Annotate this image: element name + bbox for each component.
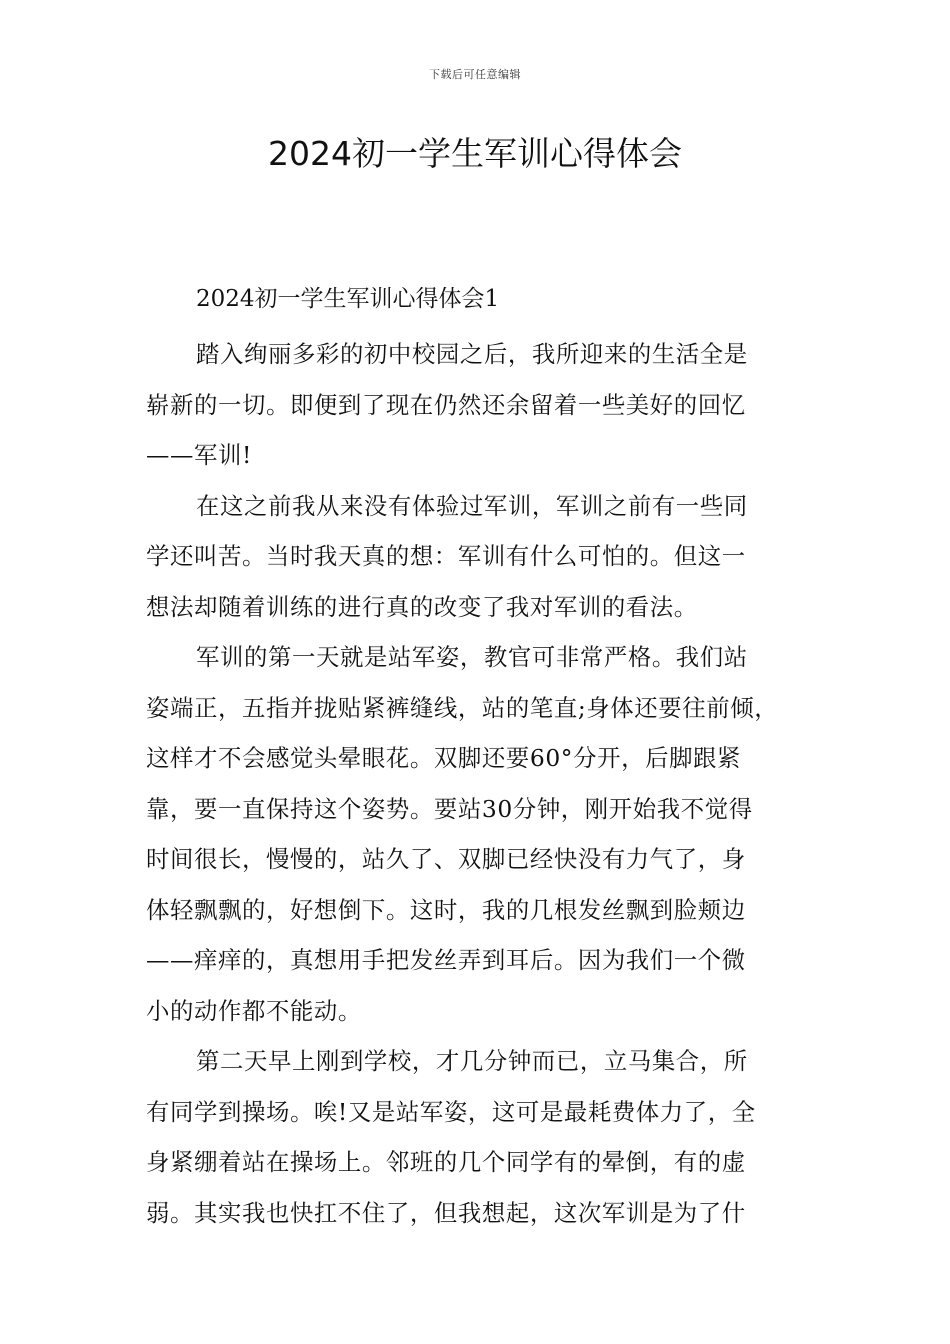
paragraph-line: 军训的第一天就是站军姿，教官可非常严格。我们站: [196, 643, 748, 671]
paragraph-line: 在这之前我从来没有体验过军训，军训之前有一些同: [196, 491, 748, 520]
paragraph-line: 小的动作都不能动。: [146, 996, 362, 1025]
paragraph-line: 时间很长，慢慢的，站久了、双脚已经快没有力气了，身: [146, 845, 746, 873]
paragraph-line: 有同学到操场。唉!又是站军姿，这可是最耗费体力了，全: [146, 1097, 756, 1126]
document-title: 2024初一学生军训心得体会: [268, 134, 682, 173]
paragraph-line: 踏入绚丽多彩的初中校园之后，我所迎来的生活全是: [196, 340, 748, 368]
header-note: 下载后可任意编辑: [429, 68, 521, 81]
paragraph-4: [146, 1036, 822, 1238]
paragraph-line: 第二天早上刚到学校，才几分钟而已，立马集合，所: [196, 1047, 748, 1075]
paragraph-3: [146, 632, 822, 1036]
paragraph-line: 弱。其实我也快扛不住了，但我想起，这次军训是为了什: [146, 1198, 746, 1227]
paragraph-line: ——军训!: [146, 441, 252, 469]
paragraph-line: 这样才不会感觉头晕眼花。双脚还要60°分开，后脚跟紧: [146, 744, 742, 772]
paragraph-2: [146, 481, 822, 633]
paragraph-line: 体轻飘飘的，好想倒下。这时，我的几根发丝飘到脸颊边: [146, 895, 746, 924]
section-heading: 2024初一学生军训心得体会1: [196, 286, 500, 312]
paragraph-line: 姿端正，五指并拢贴紧裤缝线，站的笔直;身体还要往前倾，: [146, 693, 779, 722]
paragraph-line: 学还叫苦。当时我天真的想：军训有什么可怕的。但这一: [146, 542, 746, 570]
paragraph-line: 靠，要一直保持这个姿势。要站30分钟，刚开始我不觉得: [146, 794, 753, 823]
paragraph-line: 崭新的一切。即便到了现在仍然还余留着一些美好的回忆: [146, 390, 746, 419]
paragraph-line: 想法却随着训练的进行真的改变了我对军训的看法。: [146, 592, 698, 621]
paragraph-1: [146, 329, 822, 481]
paragraph-line: ——痒痒的，真想用手把发丝弄到耳后。因为我们一个微: [146, 946, 746, 974]
document-body: [146, 280, 822, 1238]
paragraph-line: 身紧绷着站在操场上。邻班的几个同学有的晕倒，有的虚: [146, 1148, 746, 1176]
